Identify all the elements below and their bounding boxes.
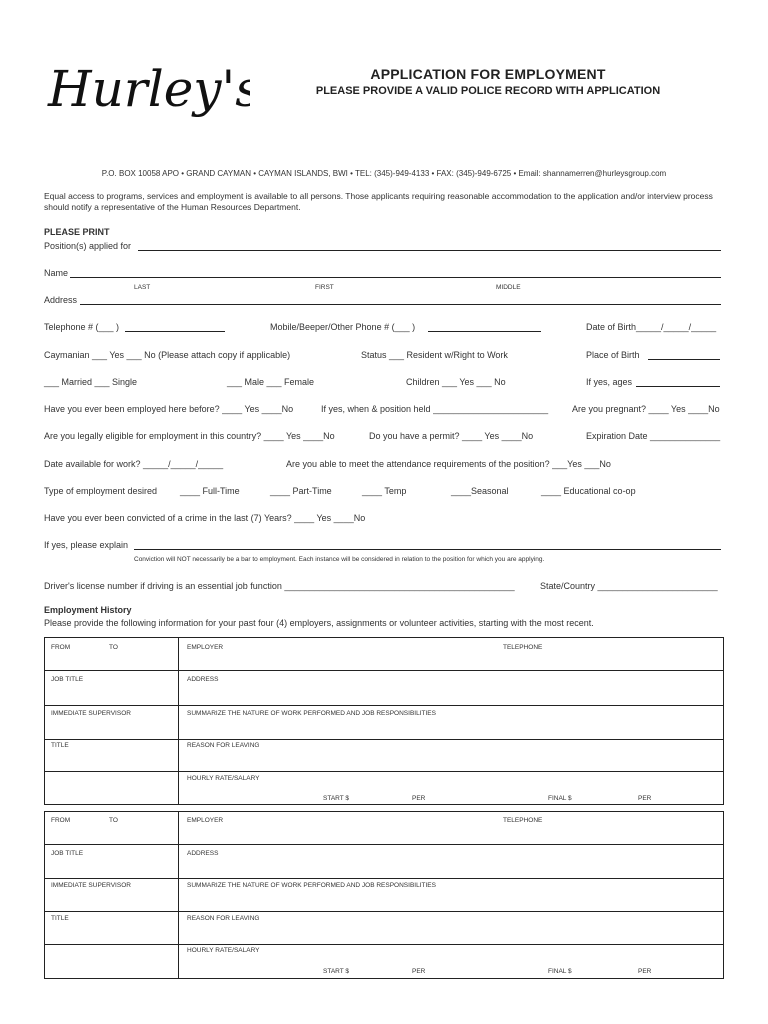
position-label: Position(s) applied for (44, 241, 132, 251)
full-time-option[interactable]: ____ Full-Time (180, 486, 240, 496)
gender-field[interactable]: ___ Male ___ Female (227, 377, 315, 387)
type-desired-label: Type of employment desired (44, 486, 158, 496)
per-label: PER (638, 968, 652, 975)
title-field[interactable]: TITLE (51, 915, 69, 922)
conviction-note: Conviction will NOT necessarily be a bar to employment. Each instance will be considered in relation to the position for which you are applying. (134, 556, 545, 563)
final-label: FINAL $ (548, 795, 572, 802)
date-available-field[interactable]: Date available for work? _____/_____/_____ (44, 459, 224, 469)
employer-table-2 (44, 811, 724, 979)
middle-label: MIDDLE (496, 284, 521, 291)
state-country-field[interactable]: State/Country ________________________ (540, 581, 718, 591)
position-field[interactable] (138, 250, 721, 251)
telephone-cell[interactable]: TELEPHONE (503, 817, 543, 824)
summarize-field[interactable]: SUMMARIZE THE NATURE OF WORK PERFORMED AND JOB RESPONSIBILITIES (187, 882, 436, 889)
employer-field[interactable]: EMPLOYER (187, 817, 224, 824)
telephone-label: Telephone # (___ ) (44, 322, 120, 332)
reason-field[interactable]: REASON FOR LEAVING (187, 915, 260, 922)
educational-option[interactable]: ____ Educational co-op (541, 486, 636, 496)
temp-option[interactable]: ____ Temp (362, 486, 407, 496)
logo-script: Hurley's (48, 60, 250, 118)
employer-table-1 (44, 637, 724, 805)
summarize-field[interactable]: SUMMARIZE THE NATURE OF WORK PERFORMED AND JOB RESPONSIBILITIES (187, 710, 436, 717)
job-title-field[interactable]: JOB TITLE (51, 676, 84, 683)
address-field[interactable] (80, 304, 721, 305)
marital-field[interactable]: ___ Married ___ Single (44, 377, 138, 387)
permit-field[interactable]: Do you have a permit? ____ Yes ____No (369, 431, 534, 441)
ages-label: If yes, ages (586, 377, 633, 387)
intro-text: Equal access to programs, services and employment is available to all persons. Those applicants requiring reasonable accommodation to the application and/or interview process should notify a representative of the Human Resources Department. (44, 191, 713, 212)
when-position-field[interactable]: If yes, when & position held _______________________ (321, 404, 549, 414)
supervisor-field[interactable]: IMMEDIATE SUPERVISOR (51, 882, 131, 889)
name-label: Name (44, 268, 69, 278)
last-label: LAST (134, 284, 151, 291)
attendance-field[interactable]: Are you able to meet the attendance requirements of the position? ___Yes ___No (286, 459, 611, 469)
place-of-birth-label: Place of Birth (586, 350, 640, 360)
per-label: PER (638, 795, 652, 802)
ages-field[interactable] (636, 386, 720, 387)
form-subtitle: PLEASE PROVIDE A VALID POLICE RECORD WITH APPLICATION (315, 85, 661, 97)
from-field[interactable]: FROM (51, 644, 71, 651)
first-label: FIRST (315, 284, 334, 291)
drivers-license-field[interactable]: Driver's license number if driving is an essential job function ______________________________________________ (44, 581, 515, 591)
pregnant-field[interactable]: Are you pregnant? ____ Yes ____No (572, 404, 720, 414)
job-title-field[interactable]: JOB TITLE (51, 850, 84, 857)
title-field[interactable]: TITLE (51, 742, 69, 749)
reason-field[interactable]: REASON FOR LEAVING (187, 742, 260, 749)
mobile-label: Mobile/Beeper/Other Phone # (___ ) (270, 322, 416, 332)
hourly-field[interactable]: HOURLY RATE/SALARY (187, 947, 260, 954)
explain-label: If yes, please explain (44, 540, 129, 550)
to-field[interactable]: TO (109, 817, 118, 824)
employed-before-field[interactable]: Have you ever been employed here before? ____ Yes ____No (44, 404, 294, 414)
per-label: PER (412, 968, 426, 975)
part-time-option[interactable]: ____ Part-Time (270, 486, 332, 496)
telephone-cell[interactable]: TELEPHONE (503, 644, 543, 651)
seasonal-option[interactable]: ____Seasonal (451, 486, 509, 496)
to-field[interactable]: TO (109, 644, 118, 651)
eligible-field[interactable]: Are you legally eligible for employment in this country? ____ Yes ____No (44, 431, 335, 441)
address-cell[interactable]: ADDRESS (187, 850, 219, 857)
dob-field[interactable]: Date of Birth_____/_____/_____ (586, 322, 717, 332)
convicted-field[interactable]: Have you ever been convicted of a crime in the last (7) Years? ____ Yes ____No (44, 513, 366, 523)
status-field[interactable]: Status ___ Resident w/Right to Work (361, 350, 508, 360)
start-label: START $ (323, 968, 350, 975)
please-print-label: PLEASE PRINT (44, 227, 110, 237)
final-label: FINAL $ (548, 968, 572, 975)
contact-info: P.O. BOX 10058 APO • GRAND CAYMAN • CAYMAN ISLANDS, BWI • TEL: (345)-949-4133 • FAX: (345)-949-6725 • Email: shannamerren@hurleysgroup.com (101, 169, 667, 178)
explain-field[interactable] (134, 549, 721, 550)
expiration-field[interactable]: Expiration Date ______________ (586, 431, 721, 441)
form-title: APPLICATION FOR EMPLOYMENT (370, 66, 606, 82)
mobile-field[interactable] (428, 331, 541, 332)
address-label: Address (44, 295, 78, 305)
per-label: PER (412, 795, 426, 802)
employment-history-heading: Employment History (44, 605, 132, 615)
start-label: START $ (323, 795, 350, 802)
caymanian-field[interactable]: Caymanian ___ Yes ___ No (Please attach copy if applicable) (44, 350, 291, 360)
from-field[interactable]: FROM (51, 817, 71, 824)
place-of-birth-field[interactable] (648, 359, 720, 360)
hourly-field[interactable]: HOURLY RATE/SALARY (187, 775, 260, 782)
telephone-field[interactable] (125, 331, 225, 332)
address-cell[interactable]: ADDRESS (187, 676, 219, 683)
employment-instructions: Please provide the following information for your past four (4) employers, assignments or volunteer activities, starting with the most recent. (44, 618, 594, 628)
name-field[interactable] (70, 277, 721, 278)
employer-field[interactable]: EMPLOYER (187, 644, 224, 651)
children-field[interactable]: Children ___ Yes ___ No (406, 377, 506, 387)
supervisor-field[interactable]: IMMEDIATE SUPERVISOR (51, 710, 131, 717)
hurleys-logo (44, 44, 250, 140)
